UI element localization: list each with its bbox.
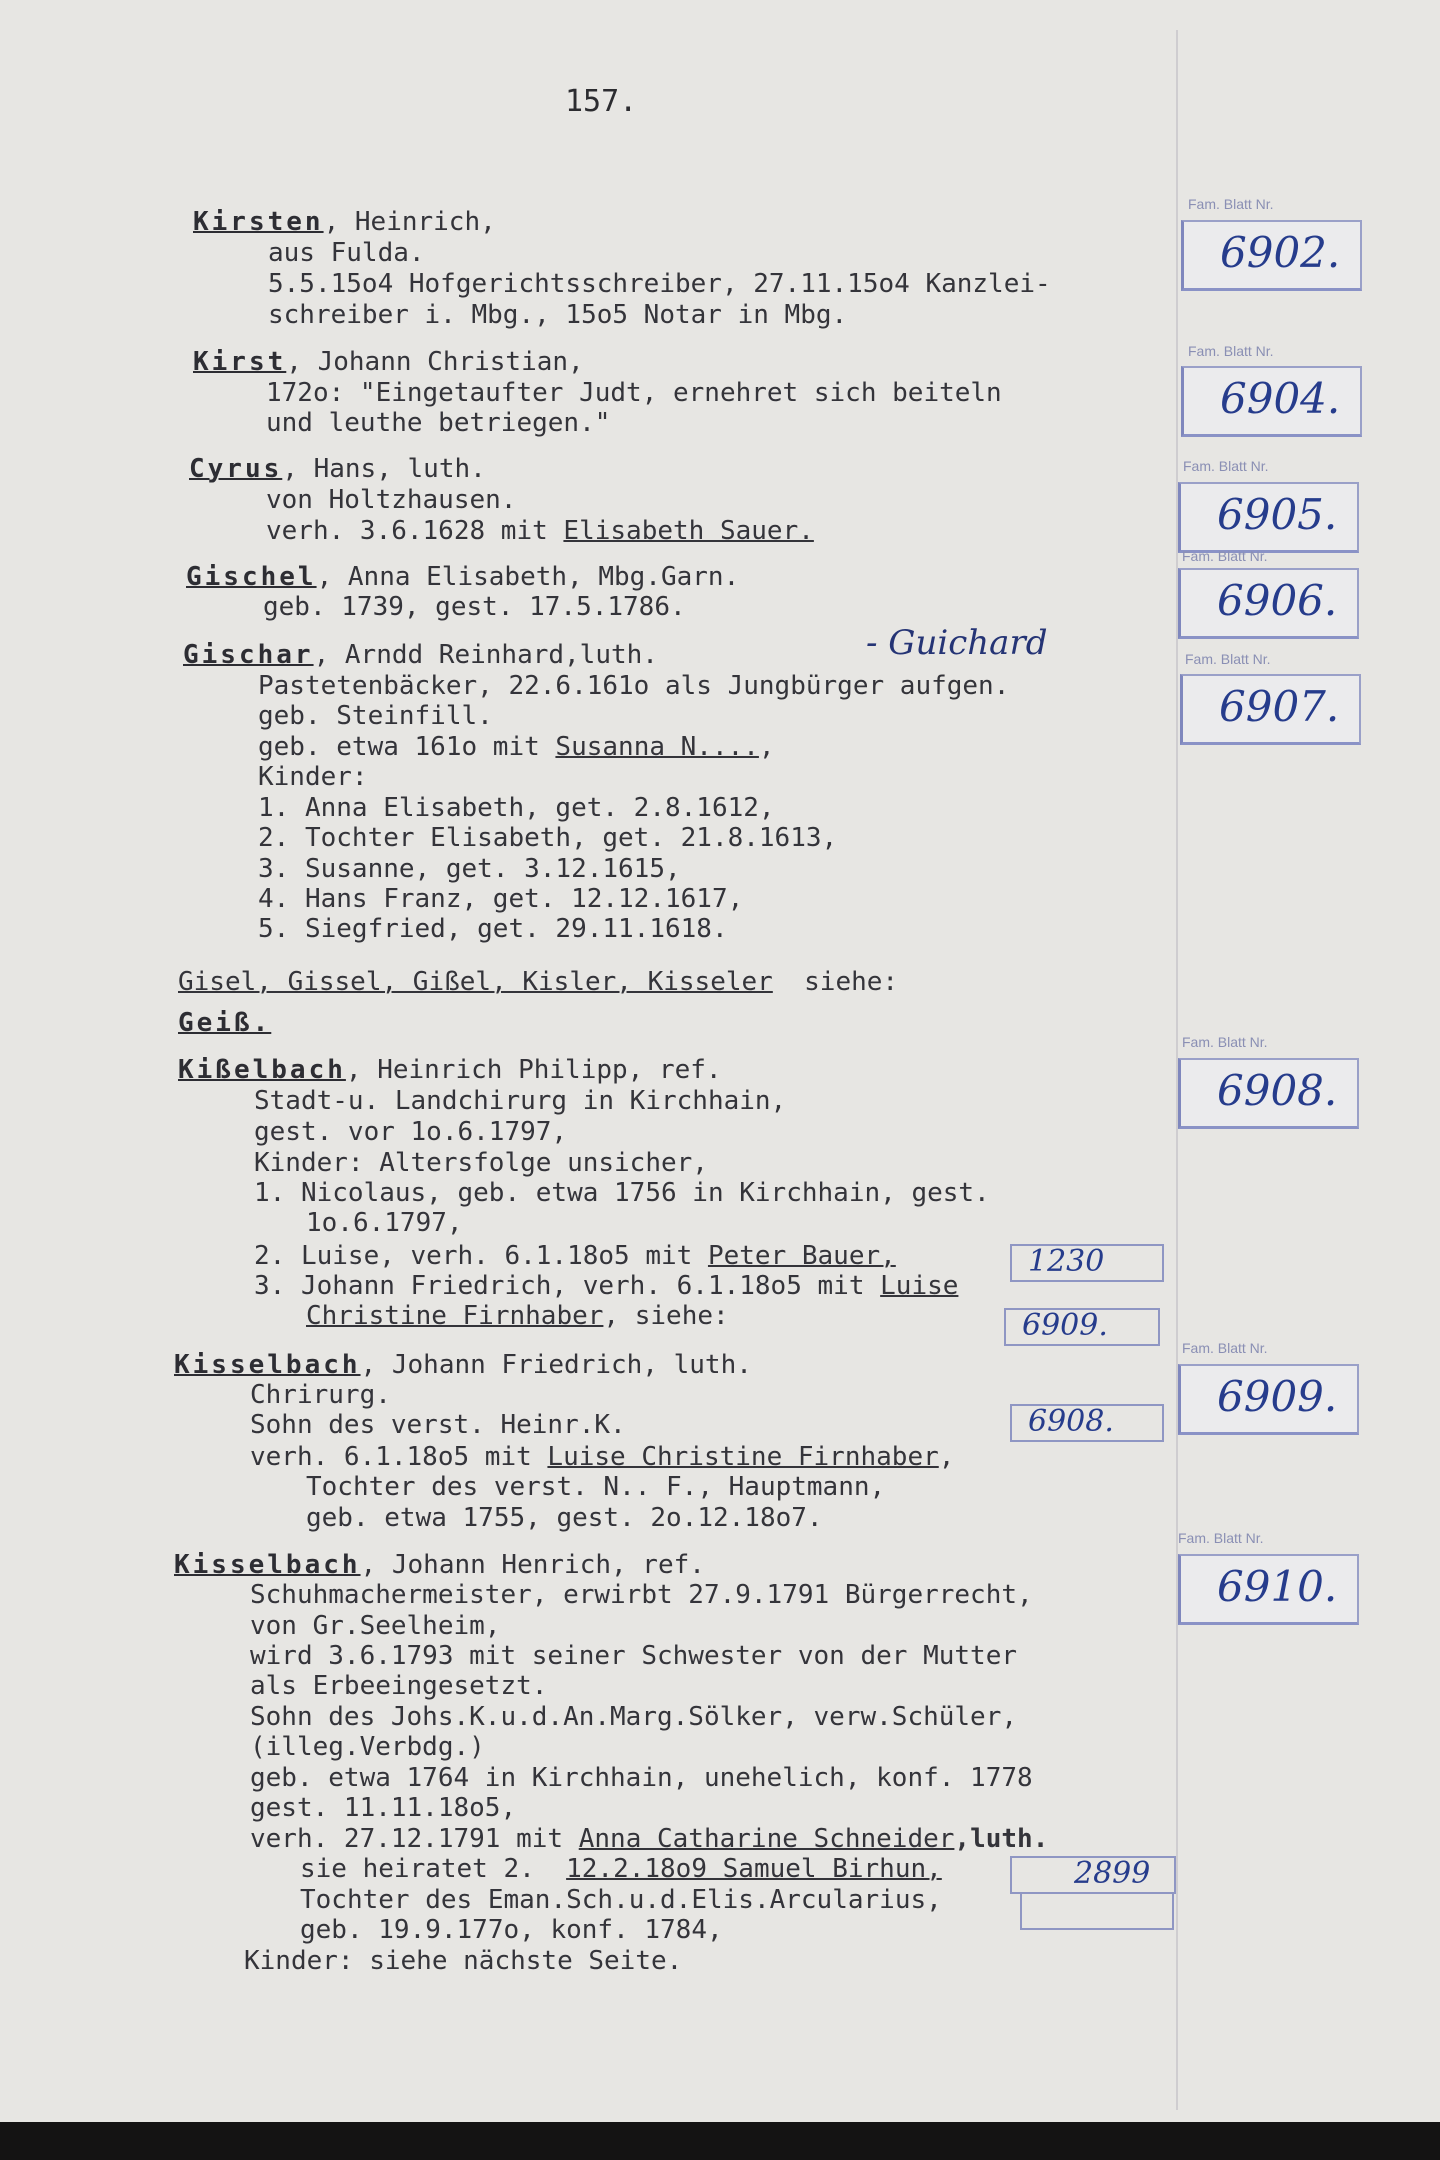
fam-blatt-label: Fam. Blatt Nr. [1178,1530,1264,1546]
entry-name: Kisselbach [174,1550,361,1580]
entry-text: siehe: [804,967,899,997]
fam-blatt-box [1178,1364,1359,1435]
child-item: 1. Anna Elisabeth, get. 2.8.1612, [258,793,775,823]
fam-blatt-number: 6905. [1217,490,1338,539]
fam-blatt-number: 6906. [1217,576,1338,625]
fam-blatt-label: Fam. Blatt Nr. [1183,458,1269,474]
fam-blatt-label: Fam. Blatt Nr. [1182,1034,1268,1050]
entry-text: Kinder: Altersfolge unsicher, [254,1148,708,1178]
entry-text: , [938,1442,955,1472]
entry-text: , Arndd Reinhard,luth. [313,640,658,670]
entry-name: Cyrus [189,454,283,484]
handwritten-note: - Guichard [866,623,1048,663]
entry-text: wird 3.6.1793 mit seiner Schwester von der Mutter [250,1641,1018,1671]
inline-ref-number: 6908. [1028,1404,1114,1439]
inline-ref-box [1010,1244,1164,1282]
scan-border [0,2122,1440,2160]
entry-text: Geiß. [178,1008,272,1038]
child-item: 2. Tochter Elisabeth, get. 21.8.1613, [258,823,838,853]
entry-name: Kirst [193,347,287,377]
inline-ref-box [1004,1308,1160,1346]
entry-text: , Hans, luth. [282,454,486,484]
entry-text: 12.2.18o9 Samuel Birhun, [566,1854,942,1884]
entry-name: Gischel [186,562,317,592]
inline-ref-box [1010,1404,1164,1442]
inline-ref-box-empty [1020,1892,1174,1930]
entry-text: verh. 27.12.1791 mit [250,1824,579,1854]
child-item: 5. Siegfried, get. 29.11.1618. [258,914,728,944]
child-item: 4. Hans Franz, get. 12.12.1617, [258,884,744,914]
entry-text: 5.5.15o4 Hofgerichtsschreiber, 27.11.15o4 Kanzlei- [268,269,1051,299]
entry-text: Kinder: siehe nächste Seite. [244,1946,683,1976]
entry-text: Tochter des verst. N.. F., Hauptmann, [306,1472,886,1502]
inline-ref-number: 6909. [1022,1308,1108,1343]
entry-text: , Johann Henrich, ref. [360,1550,705,1580]
entry-text: gest. 11.11.18o5, [250,1793,517,1823]
entry-text: (illeg.Verbdg.) [250,1732,485,1762]
fam-blatt-number: 6902. [1220,228,1341,277]
entry-text: Tochter des Eman.Sch.u.d.Elis.Arcularius, [300,1885,942,1915]
entry-text: geb. Steinfill. [258,701,493,731]
entry-text: 1. Nicolaus, geb. etwa 1756 in Kirchhain, gest. [254,1178,990,1208]
fam-blatt-number: 6904. [1220,374,1341,423]
entry-name: Kisselbach [174,1350,361,1380]
fam-blatt-label: Fam. Blatt Nr. [1188,343,1274,359]
entry-name: Kißelbach [178,1055,346,1085]
entry-text: verh. 6.1.18o5 mit [250,1442,548,1472]
entry-text: von Gr.Seelheim, [250,1611,501,1641]
fam-blatt-box [1178,482,1359,553]
entry-text: , Heinrich Philipp, ref. [345,1055,722,1085]
fam-blatt-box [1178,1058,1359,1129]
fam-blatt-number: 6909. [1217,1372,1338,1421]
inline-ref-number: 1230 [1028,1244,1105,1279]
fam-blatt-box [1181,366,1362,437]
entry-text: , siehe: [603,1301,729,1331]
fam-blatt-box [1181,220,1362,291]
entry-text: , Anna Elisabeth, Mbg.Garn. [316,562,740,592]
entry-text: , Heinrich, [323,207,496,237]
entry-text: geb. etwa 161o mit [258,732,556,762]
entry-text: Elisabeth Sauer. [563,516,814,546]
fam-blatt-label: Fam. Blatt Nr. [1185,651,1271,667]
entry-text: Luise Christine Firnhaber [547,1442,939,1472]
entry-text: und leuthe betriegen." [266,408,611,438]
fam-blatt-number: 6907. [1219,682,1340,731]
entry-name: Gischar [183,640,314,670]
fam-blatt-label: Fam. Blatt Nr. [1182,548,1268,564]
entry-text: schreiber i. Mbg., 15o5 Notar in Mbg. [268,300,848,330]
entry-text: , Johann Christian, [286,347,584,377]
entry-text: Chrirurg. [250,1380,391,1410]
entry-text: geb. 1739, gest. 17.5.1786. [263,592,686,622]
entry-text: Schuhmachermeister, erwirbt 27.9.1791 Bürgerrecht, [250,1580,1033,1610]
entry-text: als Erbeeingesetzt. [250,1671,548,1701]
page-number: 157. [565,84,638,119]
entry-text: verh. 3.6.1628 mit [266,516,564,546]
entry-name: Kirsten [193,207,324,237]
entry-text: , Johann Friedrich, luth. [360,1350,752,1380]
fam-blatt-label: Fam. Blatt Nr. [1182,1340,1268,1356]
fam-blatt-label: Fam. Blatt Nr. [1188,196,1274,212]
entry-text: Anna Catharine Schneider [578,1824,955,1854]
entry-text: Gisel, Gissel, Gißel, Kisler, Kisseler [178,967,773,997]
entry-text: Peter Bauer, [707,1241,896,1271]
entry-text: 172o: "Eingetaufter Judt, ernehret sich beiteln [266,378,1002,408]
child-item: 3. Susanne, get. 3.12.1615, [258,854,681,884]
entry-text: ,luth. [954,1824,1049,1854]
entry-text: geb. etwa 1764 in Kirchhain, unehelich, konf. 1778 [250,1763,1033,1793]
fam-blatt-box [1178,568,1359,639]
entry-text: Stadt-u. Landchirurg in Kirchhain, [254,1086,787,1116]
entry-text: Sohn des Johs.K.u.d.An.Marg.Sölker, verw.Schüler, [250,1702,1018,1732]
entry-text: sie heiratet 2. [300,1854,567,1884]
inline-ref-number: 2899 [1074,1856,1151,1891]
entry-text: aus Fulda. [268,238,425,268]
fam-blatt-number: 6908. [1217,1066,1338,1115]
entry-text: Luise [880,1271,959,1301]
entry-text: 2. Luise, verh. 6.1.18o5 mit [254,1241,708,1271]
entry-text: Kinder: [258,762,368,792]
entry-text: 3. Johann Friedrich, verh. 6.1.18o5 mit [254,1271,881,1301]
fam-blatt-box [1178,1554,1359,1625]
entry-text: geb. etwa 1755, gest. 2o.12.18o7. [306,1503,823,1533]
entry-text: , [758,732,775,762]
entry-text: gest. vor 1o.6.1797, [254,1117,568,1147]
entry-text: Sohn des verst. Heinr.K. [250,1410,626,1440]
entry-text: 1o.6.1797, [306,1208,463,1238]
entry-text: Susanna N.... [555,732,759,762]
entry-text: geb. 19.9.177o, konf. 1784, [300,1915,723,1945]
entry-text: Christine Firnhaber [306,1301,604,1331]
inline-ref-box [1010,1856,1176,1894]
entry-text: Pastetenbäcker, 22.6.161o als Jungbürger aufgen. [258,671,1010,701]
entry-text: von Holtzhausen. [266,485,517,515]
fam-blatt-number: 6910. [1217,1562,1338,1611]
fam-blatt-box [1180,674,1361,745]
